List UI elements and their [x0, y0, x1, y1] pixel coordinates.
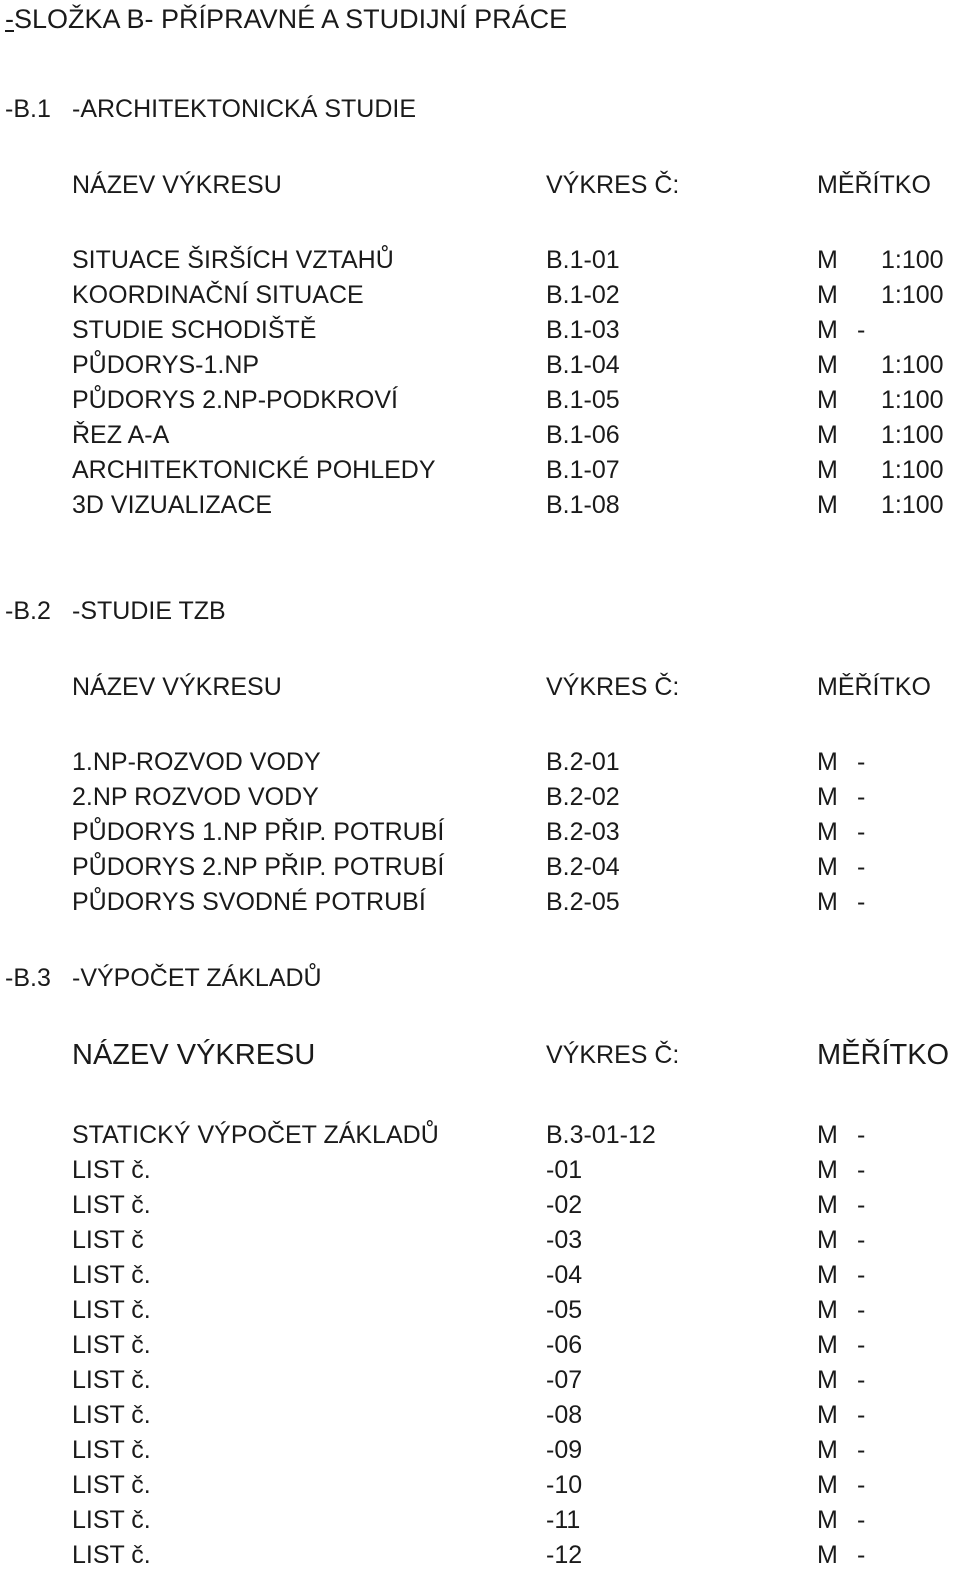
- drawing-name: LIST č.: [72, 1366, 151, 1394]
- scale-value: 1:100: [881, 491, 944, 519]
- scale-prefix: M: [817, 1331, 838, 1359]
- drawing-row: [0, 1258, 960, 1292]
- scale-prefix: M: [817, 1471, 838, 1499]
- drawing-name: LIST č.: [72, 1156, 151, 1184]
- drawing-number: B.1-02: [546, 281, 620, 309]
- scale-value: -: [857, 1436, 866, 1464]
- scale-prefix: M: [817, 316, 838, 344]
- drawing-row: [0, 1468, 960, 1502]
- scale-value: 1:100: [881, 386, 944, 414]
- drawing-number: B.1-08: [546, 491, 620, 519]
- drawing-row: [0, 313, 960, 347]
- scale-prefix: M: [817, 818, 838, 846]
- drawing-row: [0, 1223, 960, 1257]
- drawing-name: KOORDINAČNÍ SITUACE: [72, 281, 364, 309]
- scale-value: 1:100: [881, 421, 944, 449]
- drawing-row: [0, 850, 960, 884]
- scale-prefix: M: [817, 1191, 838, 1219]
- scale-value: -: [857, 1401, 866, 1429]
- column-header-row: [0, 670, 960, 704]
- drawing-number: -04: [546, 1261, 583, 1289]
- drawing-name: LIST č.: [72, 1436, 151, 1464]
- scale-value: -: [857, 1331, 866, 1359]
- scale-value: -: [857, 818, 866, 846]
- drawing-name: STATICKÝ VÝPOČET ZÁKLADŮ: [72, 1121, 439, 1149]
- scale-value: -: [857, 1191, 866, 1219]
- drawing-number: -02: [546, 1191, 583, 1219]
- drawing-number: B.2-05: [546, 888, 620, 916]
- section-id: -B.1: [5, 95, 51, 123]
- scale-prefix: M: [817, 386, 838, 414]
- drawing-number: -11: [546, 1506, 581, 1534]
- drawing-number: -12: [546, 1541, 583, 1569]
- scale-prefix: M: [817, 1366, 838, 1394]
- drawing-name: STUDIE SCHODIŠTĚ: [72, 316, 317, 344]
- drawing-number: B.1-07: [546, 456, 620, 484]
- scale-value: -: [857, 888, 866, 916]
- drawing-number: -08: [546, 1401, 583, 1429]
- section-heading: [0, 961, 960, 995]
- scale-value: -: [857, 1226, 866, 1254]
- drawing-row: [0, 885, 960, 919]
- column-header-scale: MĚŘÍTKO: [817, 1039, 950, 1071]
- drawing-number: B.3-01-12: [546, 1121, 656, 1149]
- drawing-number: -01: [546, 1156, 583, 1184]
- drawing-number: B.2-04: [546, 853, 620, 881]
- section-title: -STUDIE TZB: [72, 597, 226, 625]
- scale-value: -: [857, 1261, 866, 1289]
- drawing-number: -09: [546, 1436, 583, 1464]
- scale-value: 1:100: [881, 456, 944, 484]
- scale-prefix: M: [817, 1121, 838, 1149]
- drawing-number: B.2-02: [546, 783, 620, 811]
- scale-value: -: [857, 853, 866, 881]
- drawing-name: LIST č.: [72, 1506, 151, 1534]
- scale-value: -: [857, 1121, 866, 1149]
- drawing-row: [0, 780, 960, 814]
- scale-prefix: M: [817, 1401, 838, 1429]
- drawing-name: LIST č.: [72, 1261, 151, 1289]
- title-dash: -: [5, 4, 14, 34]
- drawing-number: -03: [546, 1226, 583, 1254]
- drawing-number: -05: [546, 1296, 583, 1324]
- drawing-name: ARCHITEKTONICKÉ POHLEDY: [72, 456, 436, 484]
- scale-prefix: M: [817, 1436, 838, 1464]
- drawing-row: [0, 348, 960, 382]
- drawing-number: -10: [546, 1471, 583, 1499]
- scale-value: 1:100: [881, 351, 944, 379]
- drawing-row: [0, 1188, 960, 1222]
- scale-prefix: M: [817, 491, 838, 519]
- section-id: -B.2: [5, 597, 51, 625]
- drawing-row: [0, 815, 960, 849]
- drawing-number: B.1-03: [546, 316, 620, 344]
- scale-prefix: M: [817, 888, 838, 916]
- scale-prefix: M: [817, 281, 838, 309]
- drawing-name: LIST č.: [72, 1191, 151, 1219]
- scale-prefix: M: [817, 1506, 838, 1534]
- scale-value: -: [857, 783, 866, 811]
- drawing-number: B.1-06: [546, 421, 620, 449]
- section-title: -ARCHITEKTONICKÁ STUDIE: [72, 95, 417, 123]
- drawing-name: PŮDORYS 1.NP PŘIP. POTRUBÍ: [72, 818, 445, 846]
- drawing-row: [0, 1538, 960, 1572]
- drawing-name: LIST č.: [72, 1331, 151, 1359]
- scale-prefix: M: [817, 853, 838, 881]
- scale-prefix: M: [817, 246, 838, 274]
- scale-prefix: M: [817, 783, 838, 811]
- drawing-row: [0, 1118, 960, 1152]
- document-title: [0, 2, 960, 36]
- document-title-text: [5, 2, 567, 36]
- column-header-number: VÝKRES Č:: [546, 171, 680, 199]
- scale-prefix: M: [817, 748, 838, 776]
- scale-value: -: [857, 748, 866, 776]
- drawing-row: [0, 1398, 960, 1432]
- column-header-name: NÁZEV VÝKRESU: [72, 1039, 316, 1071]
- scale-prefix: M: [817, 1226, 838, 1254]
- section-heading: [0, 594, 960, 628]
- column-header-number: VÝKRES Č:: [546, 673, 680, 701]
- drawing-name: LIST č.: [72, 1541, 151, 1569]
- drawing-name: ŘEZ A-A: [72, 421, 170, 449]
- scale-prefix: M: [817, 1541, 838, 1569]
- drawing-name: LIST č.: [72, 1401, 151, 1429]
- drawing-row: [0, 1328, 960, 1362]
- scale-prefix: M: [817, 1156, 838, 1184]
- drawing-row: [0, 488, 960, 522]
- section-title: -VÝPOČET ZÁKLADŮ: [72, 964, 322, 992]
- drawing-name: PŮDORYS 2.NP-PODKROVÍ: [72, 386, 399, 414]
- scale-prefix: M: [817, 1261, 838, 1289]
- scale-prefix: M: [817, 351, 838, 379]
- drawing-row: [0, 383, 960, 417]
- drawing-row: [0, 278, 960, 312]
- drawing-name: 3D VIZUALIZACE: [72, 491, 273, 519]
- drawing-name: PŮDORYS-1.NP: [72, 351, 260, 379]
- drawing-row: [0, 1153, 960, 1187]
- drawing-number: B.1-01: [546, 246, 620, 274]
- drawing-row: [0, 1503, 960, 1537]
- scale-value: -: [857, 1296, 866, 1324]
- drawing-number: B.1-04: [546, 351, 620, 379]
- column-header-row: [0, 168, 960, 202]
- column-header-number: VÝKRES Č:: [546, 1041, 680, 1069]
- drawing-row: [0, 1363, 960, 1397]
- drawing-number: B.2-03: [546, 818, 620, 846]
- drawing-name: 2.NP ROZVOD VODY: [72, 783, 319, 811]
- drawing-row: [0, 418, 960, 452]
- column-header-scale: MĚŘÍTKO: [817, 673, 931, 701]
- column-header-name: NÁZEV VÝKRESU: [72, 673, 282, 701]
- scale-value: -: [857, 1156, 866, 1184]
- drawing-name: 1.NP-ROZVOD VODY: [72, 748, 321, 776]
- drawing-name: LIST č.: [72, 1296, 151, 1324]
- section-id: -B.3: [5, 964, 51, 992]
- drawing-row: [0, 745, 960, 779]
- scale-prefix: M: [817, 421, 838, 449]
- drawing-row: [0, 243, 960, 277]
- scale-prefix: M: [817, 456, 838, 484]
- drawing-number: -07: [546, 1366, 583, 1394]
- drawing-row: [0, 453, 960, 487]
- section-heading: [0, 92, 960, 126]
- scale-value: 1:100: [881, 281, 944, 309]
- drawing-row: [0, 1433, 960, 1467]
- scale-value: -: [857, 1366, 866, 1394]
- drawing-number: B.1-05: [546, 386, 620, 414]
- title-label: SLOŽKA B- PŘÍPRAVNÉ A STUDIJNÍ PRÁCE: [14, 4, 568, 34]
- drawing-name: PŮDORYS SVODNÉ POTRUBÍ: [72, 888, 426, 916]
- drawing-number: -06: [546, 1331, 583, 1359]
- scale-value: -: [857, 1541, 866, 1569]
- scale-prefix: M: [817, 1296, 838, 1324]
- column-header-row: [0, 1038, 960, 1072]
- drawing-number: B.2-01: [546, 748, 620, 776]
- scale-value: -: [857, 1506, 866, 1534]
- scale-value: -: [857, 316, 866, 344]
- drawing-name: SITUACE ŠIRŠÍCH VZTAHŮ: [72, 246, 394, 274]
- drawing-name: LIST č: [72, 1226, 144, 1254]
- scale-value: 1:100: [881, 246, 944, 274]
- drawing-row: [0, 1293, 960, 1327]
- drawing-name: LIST č.: [72, 1471, 151, 1499]
- column-header-name: NÁZEV VÝKRESU: [72, 171, 282, 199]
- drawing-name: PŮDORYS 2.NP PŘIP. POTRUBÍ: [72, 853, 445, 881]
- scale-value: -: [857, 1471, 866, 1499]
- column-header-scale: MĚŘÍTKO: [817, 171, 931, 199]
